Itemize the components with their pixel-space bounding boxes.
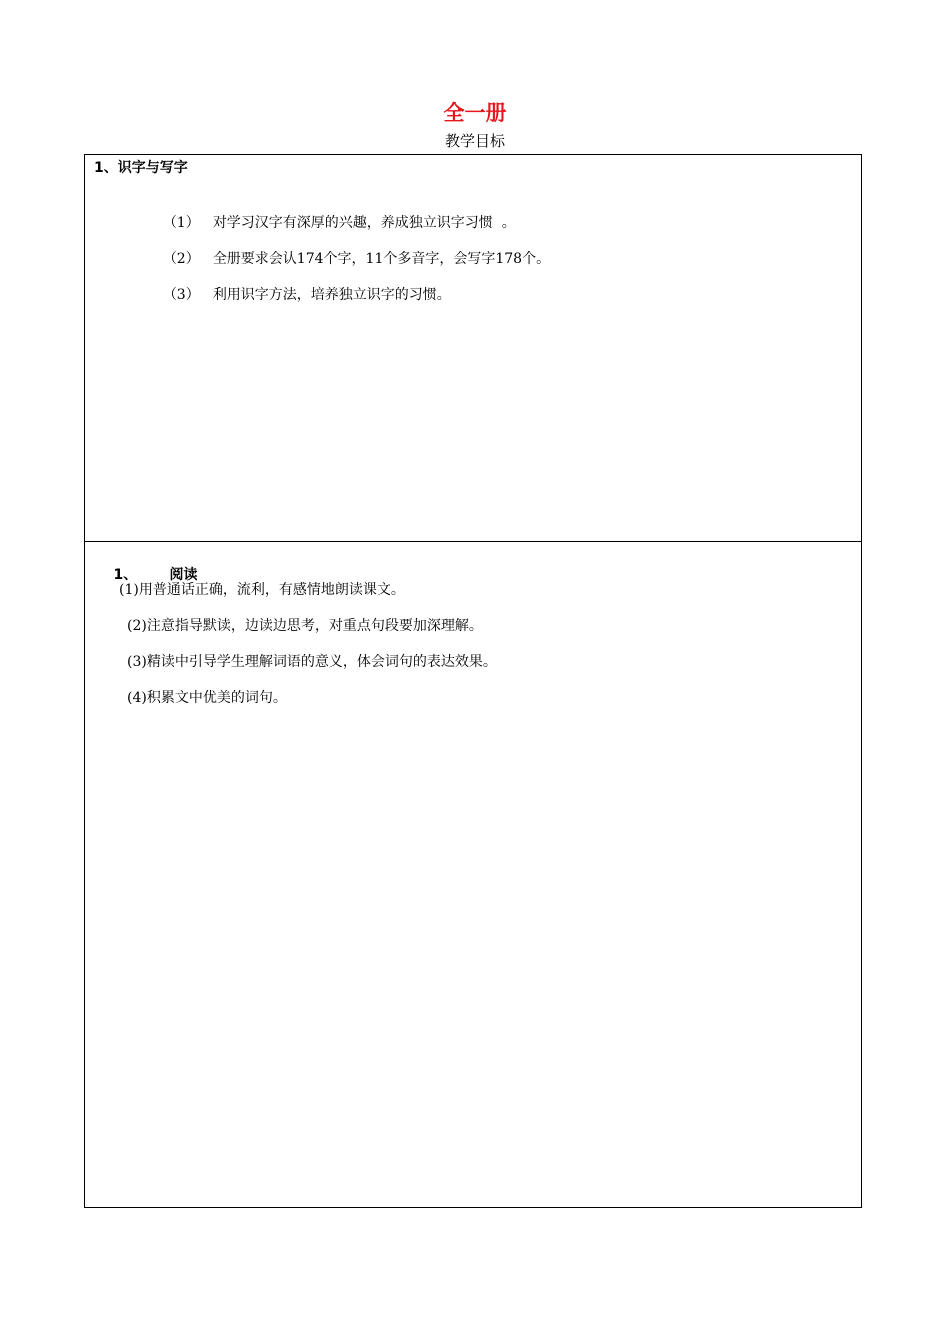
section-reading: [84, 541, 862, 1208]
list-item: (2)注意指导默读，边读边思考，对重点句段要加深理解。: [127, 618, 483, 634]
item-text: 全册要求会认174个字，11个多音字，会写字178个。: [212, 251, 551, 267]
section-literacy: [84, 154, 862, 542]
document-subtitle: 教学目标: [444, 132, 505, 150]
heading-number: 1、: [113, 567, 138, 583]
item-number: （2）: [162, 251, 200, 267]
list-item: [145, 265, 451, 325]
list-item: (4)积累文中优美的词句。: [127, 690, 287, 706]
item-number: （1）: [162, 215, 200, 231]
heading-label: 阅读: [169, 567, 198, 583]
item-number: （3）: [162, 287, 200, 303]
item-text: 对学习汉字有深厚的兴趣，养成独立识字习惯 。: [212, 215, 516, 231]
list-item: (1)用普通话正确，流利，有感情地朗读课文。: [119, 582, 405, 598]
list-item: (3)精读中引导学生理解词语的意义，体会词句的表达效果。: [127, 654, 497, 670]
document-title: 全一册: [443, 101, 507, 125]
section-heading: 1、识字与写字: [94, 160, 188, 176]
item-text: 利用识字方法，培养独立识字的习惯。: [212, 287, 451, 303]
